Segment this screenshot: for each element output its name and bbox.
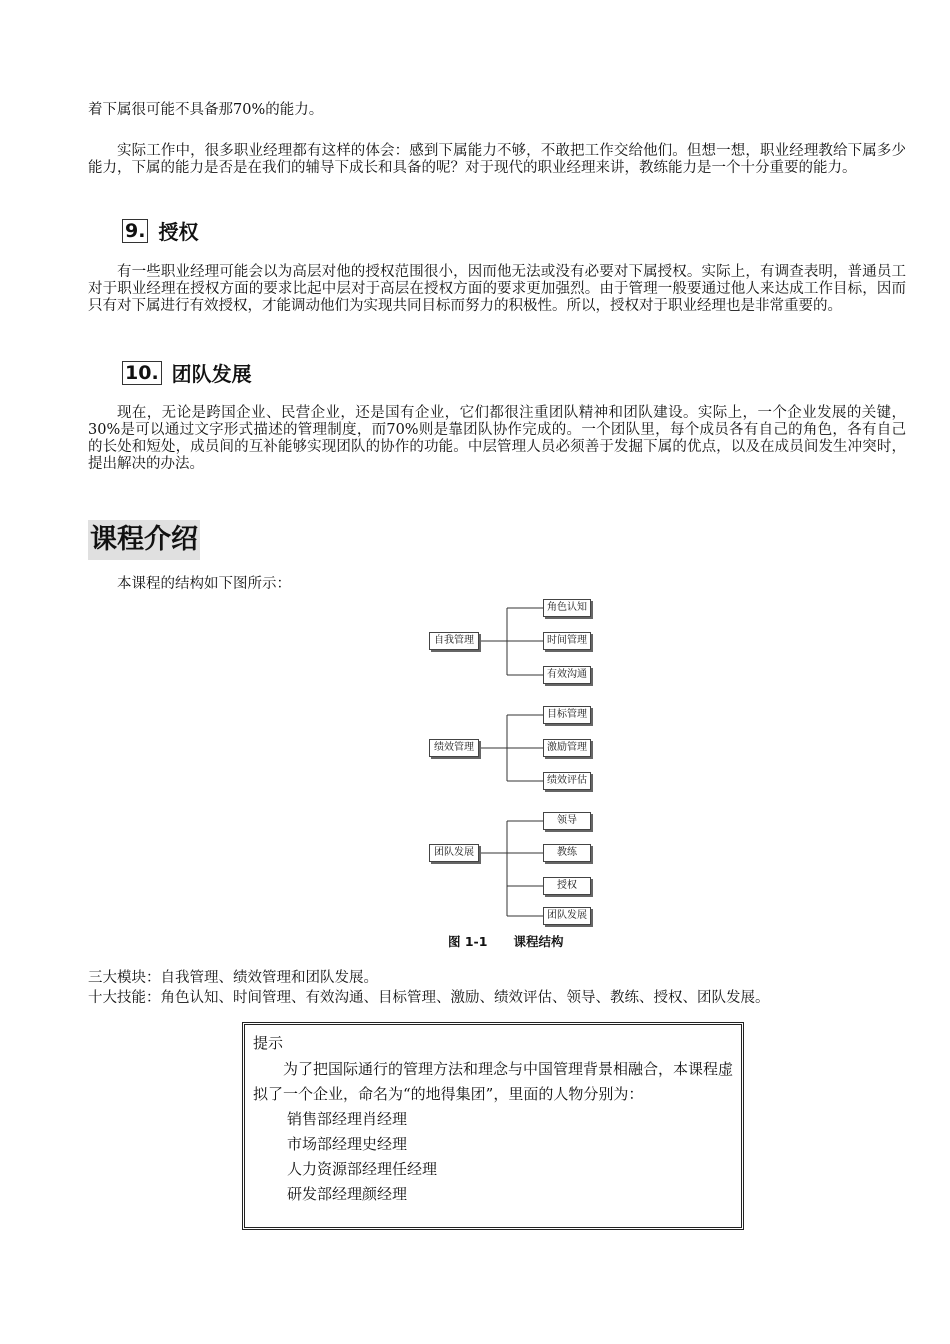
section-10-title: 团队发展 (171, 362, 252, 386)
tip-person: 销售部经理肖经理 (287, 1110, 408, 1128)
course-structure-diagram (423, 592, 623, 932)
figure-title: 课程结构 (513, 934, 564, 949)
section-9-body: 有一些职业经理可能会以为高层对他的授权范围很小，因而他无法或没有必要对下属授权。实际上，有调查表明，普通员工对于职业经理在授权方面的要求比起中层对于高层在授权方面的要求更加强烈。由于管理一般要通过他人来达成工作目标，因而只有对下属进行有效授权，才能调动他们为实现共同目标而努力的积极性。所以，授权对于职业经理也是非常重要的。 (88, 264, 906, 314)
tip-person: 市场部经理史经理 (287, 1135, 408, 1153)
tip-person: 研发部经理颜经理 (287, 1185, 408, 1203)
section-10-body: 现在，无论是跨国企业、民营企业，还是国有企业，它们都很注重团队精神和团队建设。实际上，一个企业发展的关键，30%是可以通过文字形式描述的管理制度，而70%则是靠团队协作完成的。一个团队里，每个成员各有自己的角色，各有自己的长处和短处，成员间的互补能够实现团队的协作的功能。中层管理人员必须善于发掘下属的优点，以及在成员间发生冲突时，提出解决的办法。 (88, 405, 906, 472)
section-9-title: 授权 (158, 220, 199, 244)
node-role-cognition: 角色认知 (543, 599, 591, 617)
node-team-building: 团队发展 (543, 907, 591, 925)
skills-line: 十大技能：角色认知、时间管理、有效沟通、目标管理、激励、绩效评估、领导、教练、授权、团队发展。 (88, 990, 770, 1006)
figure-caption (448, 932, 563, 950)
course-intro: 本课程的结构如下图所示： (117, 576, 291, 592)
node-goal-management: 目标管理 (543, 706, 591, 724)
section-10-heading (122, 358, 252, 387)
node-team-development: 团队发展 (429, 844, 479, 862)
tip-person: 人力资源部经理任经理 (287, 1160, 438, 1178)
section-9-number: 9. (122, 219, 148, 243)
tip-body: 为了把国际通行的管理方法和理念与中国管理背景相融合，本课程虚拟了一个企业，命名为“的地得集团”，里面的人物分别为： (253, 1060, 734, 1103)
figure-number: 图 1-1 (448, 934, 488, 949)
node-motivation-management: 激励管理 (543, 739, 591, 757)
tip-box (242, 1022, 744, 1230)
tip-title: 提示 (253, 1034, 284, 1052)
course-heading: 课程介绍 (88, 520, 200, 560)
node-delegation: 授权 (543, 877, 591, 895)
section-10-number: 10. (122, 361, 162, 385)
node-coaching: 教练 (543, 844, 591, 862)
node-leadership: 领导 (543, 812, 591, 830)
section-9-heading (122, 216, 198, 245)
node-performance-management: 绩效管理 (429, 739, 479, 757)
node-performance-evaluation: 绩效评估 (543, 772, 591, 790)
paragraph-coaching: 实际工作中，很多职业经理都有这样的体会：感到下属能力不够，不敢把工作交给他们。但想一想，职业经理教给下属多少能力，下属的能力是否是在我们的辅导下成长和具备的呢？对于现代的职业经理来讲，教练能力是一个十分重要的能力。 (88, 143, 906, 176)
paragraph-top: 着下属很可能不具备那70%的能力。 (88, 102, 324, 118)
modules-line: 三大模块：自我管理、绩效管理和团队发展。 (88, 970, 378, 986)
node-self-management: 自我管理 (429, 632, 479, 650)
node-effective-communication: 有效沟通 (543, 666, 591, 684)
node-time-management: 时间管理 (543, 632, 591, 650)
